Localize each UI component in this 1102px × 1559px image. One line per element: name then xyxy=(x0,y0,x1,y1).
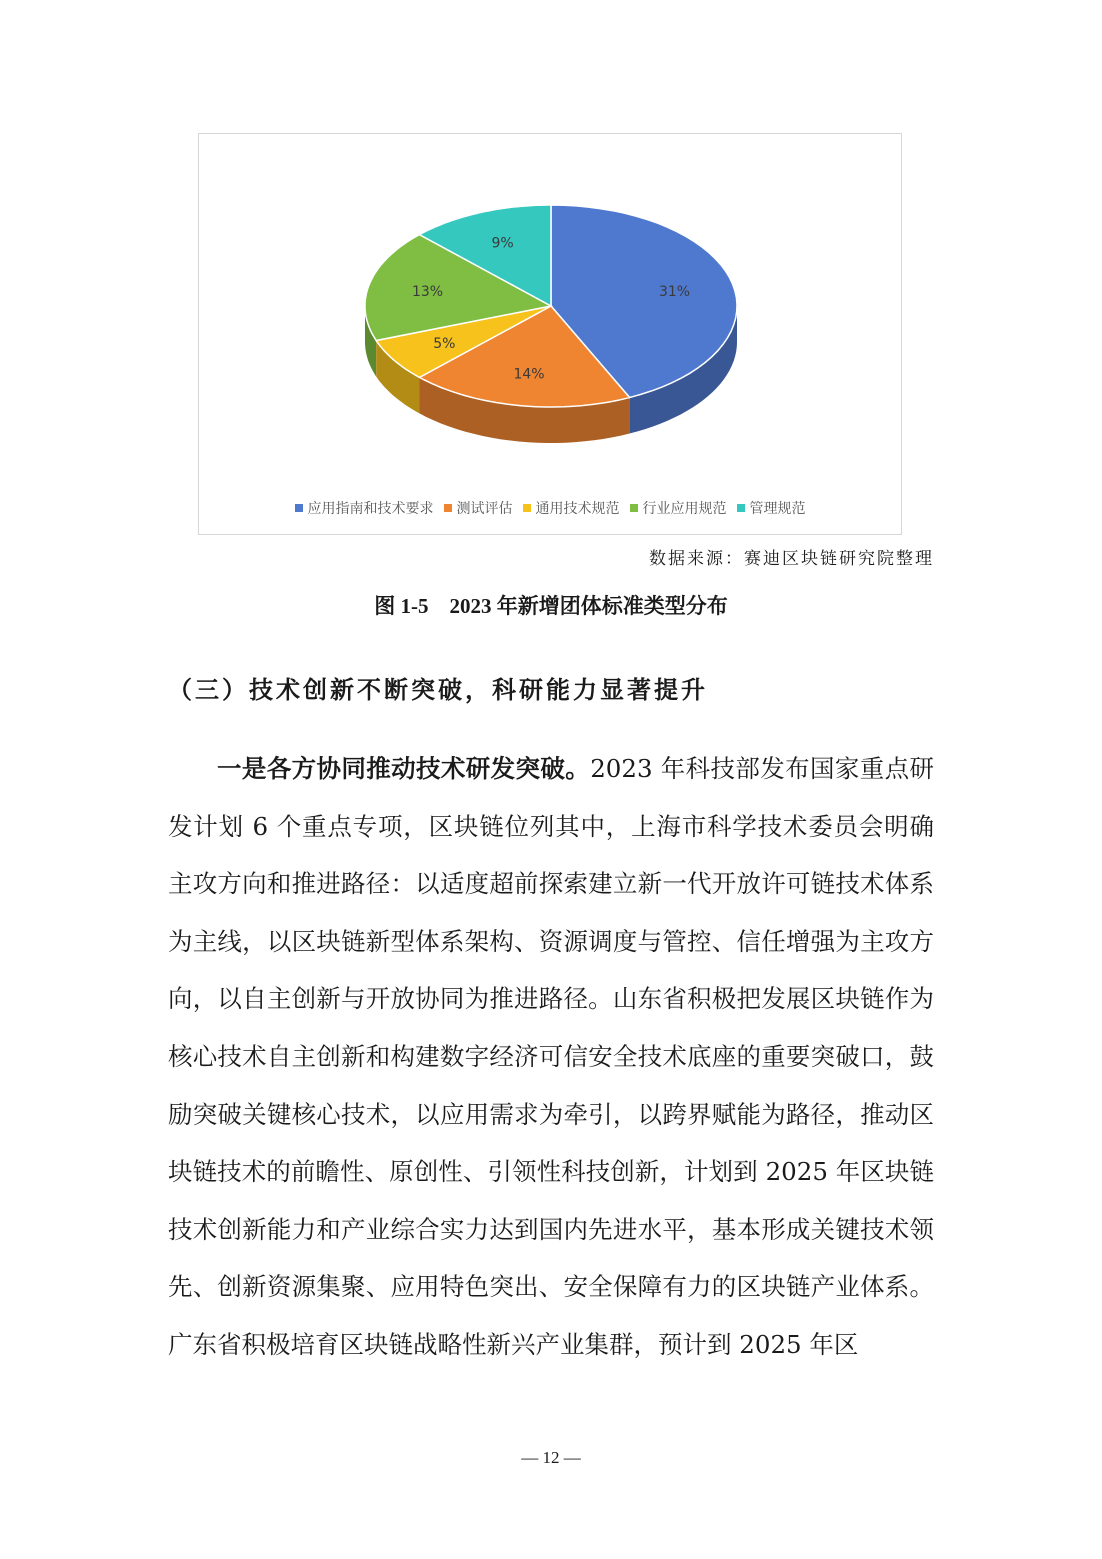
legend-swatch xyxy=(630,504,638,512)
page-number: — 12 — xyxy=(521,1448,581,1467)
data-source-note: 数据来源：赛迪区块链研究院整理 xyxy=(649,549,934,569)
pie-slice-label: 9% xyxy=(491,235,514,252)
pie-slice-label: 14% xyxy=(513,366,545,383)
legend-swatch xyxy=(295,504,303,512)
legend-item xyxy=(444,498,513,518)
paragraph-text: 2023 年科技部发布国家重点研发计划 6 个重点专项，区块链位列其中，上海市科学技术委员会明确主攻方向和推进路径：以适度超前探索建立新一代开放许可链技术体系为主线，以区块链新型体系架构、资源调度与管控、信任增强为主攻方向，以自主创新与开放协同为推进路径。山东省积极把发展区块链作为核心技术自主创新和构建数字经济可信安全技术底座的重要突破口，鼓励突破关键核心技术，以应用需求为牵引，以跨界赋能为路径，推动区块链技术的前瞻性、原创性、引领性科技创新，计划到 2025 年区块链技术创新能力和产业综合实力达到国内先进水平，基本形成关键技术领先、创新资源集聚、应用特色突出、安全保障有力的区块链产业体系。广东省积极培育区块链战略性新兴产业集群，预计到 2025 年区 xyxy=(168,754,934,1359)
legend-label: 行业应用规范 xyxy=(642,501,727,517)
body-paragraph xyxy=(168,740,934,1374)
figure-caption: 图 1-5 2023 年新增团体标准类型分布 xyxy=(374,594,728,618)
legend-label: 应用指南和技术要求 xyxy=(307,501,434,517)
chart-legend xyxy=(199,498,901,518)
legend-label: 通用技术规范 xyxy=(535,501,620,517)
pie-slice-label: 13% xyxy=(411,284,444,301)
section-heading: （三）技术创新不断突破，科研能力显著提升 xyxy=(168,676,708,704)
legend-swatch xyxy=(523,504,531,512)
paragraph-lead: 一是各方协同推动技术研发突破。 xyxy=(217,754,591,783)
legend-item xyxy=(523,498,620,518)
legend-item xyxy=(737,498,806,518)
pie-slice-label: 31% xyxy=(658,284,691,301)
legend-item xyxy=(630,498,727,518)
pie-slice-label: 5% xyxy=(433,335,456,352)
legend-label: 测试评估 xyxy=(456,501,513,517)
legend-swatch xyxy=(444,504,452,512)
legend-item xyxy=(295,498,434,518)
pie-chart-svg xyxy=(199,134,903,494)
pie-chart xyxy=(198,133,902,535)
legend-swatch xyxy=(737,504,745,512)
legend-label: 管理规范 xyxy=(749,501,806,517)
